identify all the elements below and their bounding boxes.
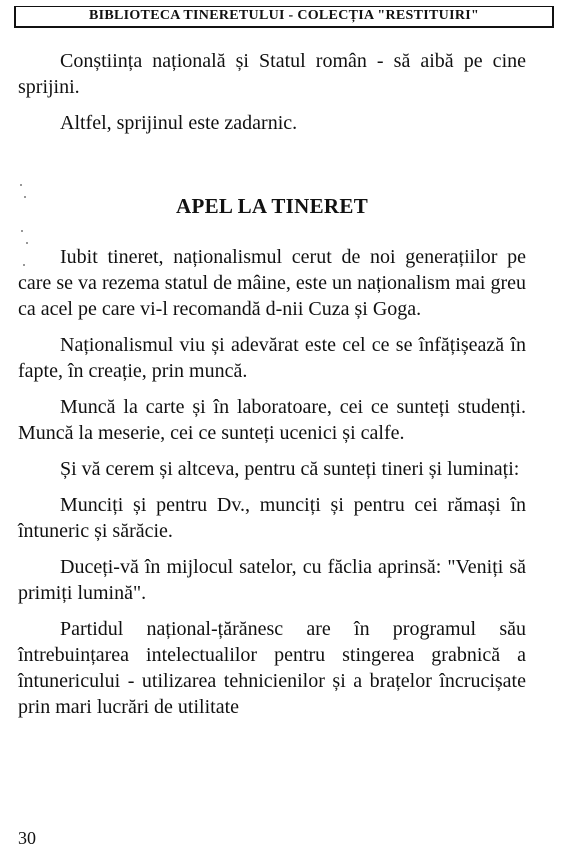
intro-text-block — [18, 48, 526, 146]
section-title: APEL LA TINERET — [175, 194, 368, 219]
running-header — [14, 6, 554, 28]
intro-paragraph: Altfel, sprijinul este zadarnic. — [60, 112, 298, 134]
section-paragraph: Și vă cerem și altceva, pentru că sunteți tineri și luminați: — [60, 458, 520, 480]
section-body — [18, 244, 526, 730]
page-number: 30 — [18, 828, 36, 848]
section-paragraph: Naționalismul viu și adevărat este cel ce se înfățișează în fapte, în creație, prin muncă. — [18, 334, 526, 382]
intro-paragraph: Conștiința națională și Statul român - să aibă pe cine sprijini. — [18, 50, 526, 98]
running-header-title: BIBLIOTECA TINERETULUI - COLECȚIA "RESTITUIRI" — [88, 8, 480, 23]
section-paragraph: Iubit tineret, naționalismul cerut de noi generațiilor pe care se va rezema statul de mâine, este un naționalism mai greu ca acel pe care vi-l recomandă d-nii Cuza și Goga. — [18, 246, 526, 320]
section-paragraph: Munciți și pentru Dv., munciți și pentru cei rămași în întuneric și sărăcie. — [18, 494, 526, 542]
section-paragraph: Partidul național-țărănesc are în programul său întrebuințarea intelectualilor pentru stingerea grabnică a întunericului - utilizarea tehnicienilor și a brațelor încrucișate prin mari lucrări de utilitate — [18, 618, 526, 718]
section-paragraph: Duceți-vă în mijlocul satelor, cu făclia aprinsă: "Veniți să primiți lumină". — [18, 556, 526, 604]
section-paragraph: Muncă la carte și în laboratoare, cei ce sunteți studenți. Muncă la meserie, cei ce sunteți ucenici și calfe. — [18, 396, 526, 444]
